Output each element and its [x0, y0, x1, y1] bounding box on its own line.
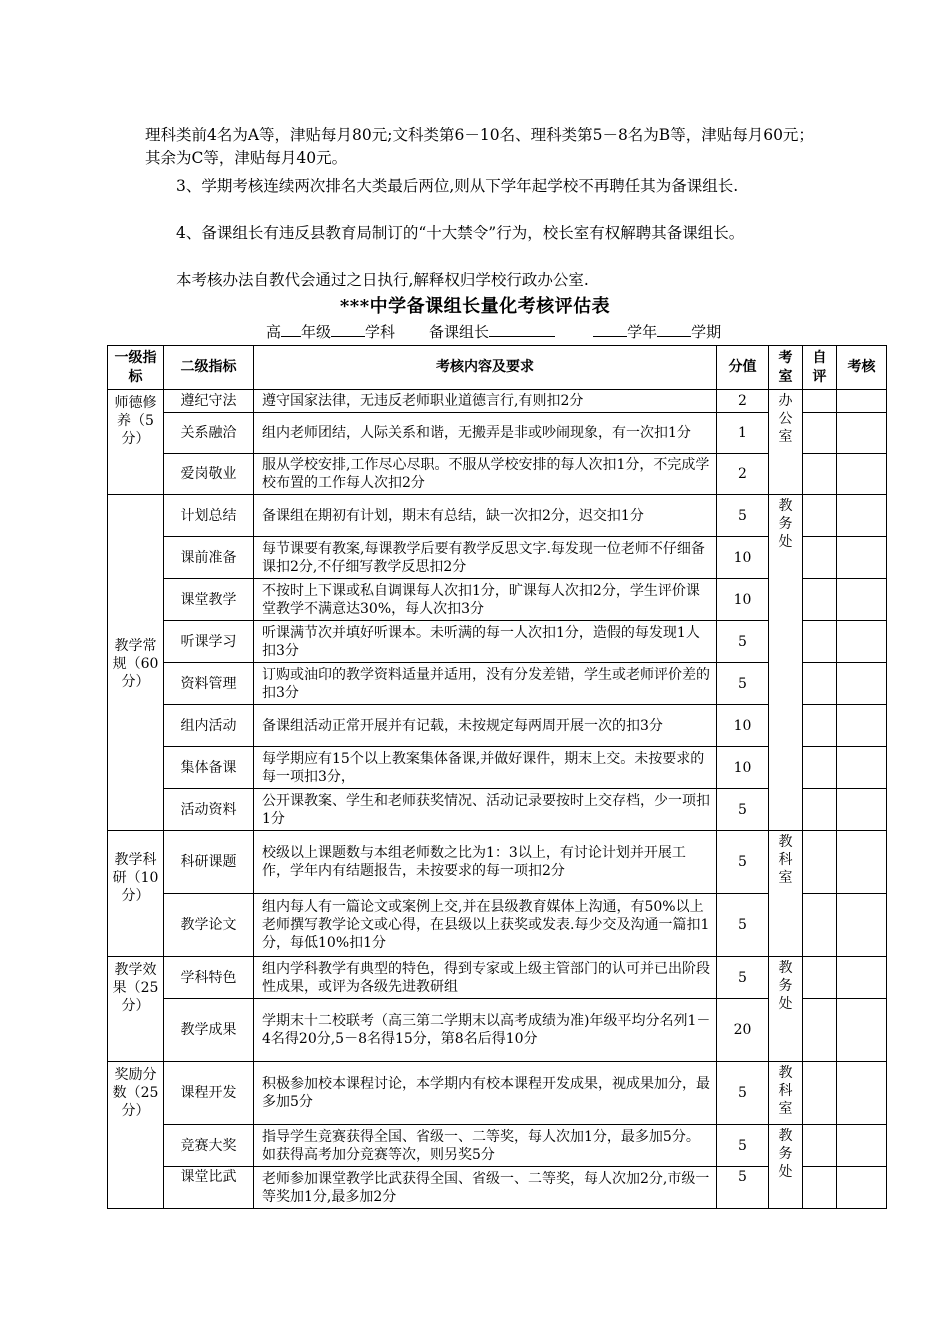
self-eval-cell[interactable] — [803, 413, 837, 454]
page-title: ***中学备课组长量化考核评估表 — [339, 296, 611, 317]
indicator-score: 10 — [717, 747, 769, 789]
indicator-score: 2 — [717, 454, 769, 495]
table-row — [108, 1125, 887, 1167]
indicator-score: 5 — [717, 894, 769, 957]
self-eval-cell[interactable] — [803, 454, 837, 495]
table-row — [108, 1062, 887, 1125]
year-blank — [593, 322, 627, 337]
indicator-content: 组内每人有一篇论文或案例上交,并在县级教育媒体上沟通，有50%以上老师撰写教学论文或心得，在县级以上获奖或发表.每少交及沟通一篇扣1分，每低10%扣1分 — [254, 894, 717, 957]
header-content: 考核内容及要求 — [254, 346, 717, 390]
header-level1: 一级指标 — [108, 346, 164, 390]
assess-cell[interactable] — [837, 1125, 887, 1167]
indicator-name: 教学成果 — [164, 999, 254, 1062]
table-row — [108, 390, 887, 413]
table-row — [108, 831, 887, 894]
indicator-content: 听课满节次并填好听课本。未听满的每一人次扣1分，造假的每发现1人扣3分 — [254, 621, 717, 663]
table-header-row — [108, 346, 887, 390]
self-eval-cell[interactable] — [803, 705, 837, 747]
indicator-content: 老师参加课堂教学比武获得全国、省级一、二等奖，每人次加2分,市级一等奖加1分,最多加2分 — [254, 1167, 717, 1209]
indicator-score: 10 — [717, 579, 769, 621]
subject-label: 学科 — [365, 323, 396, 341]
indicator-name: 课前准备 — [164, 537, 254, 579]
self-eval-cell[interactable] — [803, 999, 837, 1062]
dept-cell: 教务处 — [769, 957, 803, 1062]
group-cell: 教学效果（25分） — [108, 957, 164, 1062]
self-eval-cell[interactable] — [803, 621, 837, 663]
paragraph-rule-4: 4、备课组长有违反县教育局制订的“十大禁令”行为，校长室有权解聘其备课组长。 — [176, 224, 745, 242]
term-blank — [657, 322, 691, 337]
assess-cell[interactable] — [837, 390, 887, 413]
indicator-content: 备课组活动正常开展并有记载，未按规定每两周开展一次的扣3分 — [254, 705, 717, 747]
self-eval-cell[interactable] — [803, 747, 837, 789]
indicator-content: 学期末十二校联考（高三第二学期末以高考成绩为准)年级平均分名列1－4名得20分,5－8名得15分，第8名后得10分 — [254, 999, 717, 1062]
indicator-content: 不按时上下课或私自调课每人次扣1分，旷课每人次扣2分，学生评价课堂教学不满意达30%，每人次扣3分 — [254, 579, 717, 621]
indicator-score: 5 — [717, 1125, 769, 1167]
group-cell: 教学常规（60分） — [108, 495, 164, 831]
indicator-name: 集体备课 — [164, 747, 254, 789]
indicator-score: 5 — [717, 1062, 769, 1125]
assess-cell[interactable] — [837, 621, 887, 663]
indicator-name: 资料管理 — [164, 663, 254, 705]
group-cell: 师德修养（5分） — [108, 390, 164, 495]
indicator-content: 每节课要有教案,每课教学后要有教学反思文字.每发现一位老师不仔细备课扣2分,不仔细写教学反思扣2分 — [254, 537, 717, 579]
header-score: 分值 — [717, 346, 769, 390]
indicator-name: 课堂教学 — [164, 579, 254, 621]
self-eval-cell[interactable] — [803, 390, 837, 413]
assess-cell[interactable] — [837, 537, 887, 579]
grade-prefix: 高 — [266, 323, 282, 341]
indicator-score: 5 — [717, 1167, 769, 1209]
assess-cell[interactable] — [837, 495, 887, 537]
indicator-score: 5 — [717, 957, 769, 999]
indicator-name: 教学论文 — [164, 894, 254, 957]
indicator-content: 备课组在期初有计划，期末有总结，缺一次扣2分，迟交扣1分 — [254, 495, 717, 537]
indicator-name: 爱岗敬业 — [164, 454, 254, 495]
indicator-name: 计划总结 — [164, 495, 254, 537]
indicator-score: 5 — [717, 663, 769, 705]
indicator-name: 科研课题 — [164, 831, 254, 894]
indicator-content: 组内老师团结，人际关系和谐，无搬弄是非或吵闹现象，有一次扣1分 — [254, 413, 717, 454]
dept-cell: 办公室 — [769, 390, 803, 495]
group-cell: 教学科研（10分） — [108, 831, 164, 957]
indicator-name: 学科特色 — [164, 957, 254, 999]
indicator-name: 竞赛大奖 — [164, 1125, 254, 1167]
dept-cell: 教科室 — [769, 831, 803, 957]
indicator-score: 5 — [717, 495, 769, 537]
paragraph-rule-3: 3、学期考核连续两次排名大类最后两位,则从下学年起学校不再聘任其为备课组长. — [176, 177, 739, 195]
assess-cell[interactable] — [837, 894, 887, 957]
indicator-score: 10 — [717, 705, 769, 747]
indicator-name: 活动资料 — [164, 789, 254, 831]
assess-cell[interactable] — [837, 1167, 887, 1209]
header-level2: 二级指标 — [164, 346, 254, 390]
paragraph-effective-date: 本考核办法自教代会通过之日执行,解释权归学校行政办公室. — [176, 271, 589, 289]
self-eval-cell[interactable] — [803, 1125, 837, 1167]
self-eval-cell[interactable] — [803, 957, 837, 999]
indicator-score: 10 — [717, 537, 769, 579]
group-cell: 奖励分数（25分） — [108, 1062, 164, 1209]
indicator-score: 5 — [717, 789, 769, 831]
assess-cell[interactable] — [837, 789, 887, 831]
indicator-score: 1 — [717, 413, 769, 454]
indicator-score: 20 — [717, 999, 769, 1062]
indicator-score: 5 — [717, 831, 769, 894]
self-eval-cell[interactable] — [803, 894, 837, 957]
self-eval-cell[interactable] — [803, 495, 837, 537]
dept-cell: 教务处 — [769, 495, 803, 831]
dept-cell: 教务处 — [769, 1125, 803, 1209]
indicator-content: 组内学科教学有典型的特色，得到专家或上级主管部门的认可并已出阶段性成果，或评为各级先进教研组 — [254, 957, 717, 999]
header-self-eval: 自评 — [803, 346, 837, 390]
leader-blank — [489, 322, 555, 337]
assess-cell[interactable] — [837, 413, 887, 454]
assess-cell[interactable] — [837, 579, 887, 621]
self-eval-cell[interactable] — [803, 1062, 837, 1125]
indicator-content: 服从学校安排,工作尽心尽职。不服从学校安排的每人次扣1分，不完成学校布置的工作每人次扣2分 — [254, 454, 717, 495]
self-eval-cell[interactable] — [803, 663, 837, 705]
indicator-content: 每学期应有15个以上教案集体备课,并做好课件，期末上交。未按要求的每一项扣3分， — [254, 747, 717, 789]
paragraph-grade-allowance: 理科类前4名为A等，津贴每月80元;文科类第6－10名、理科类第5－8名为B等，津贴每月60元；其余为C等，津贴每月40元。 — [145, 126, 814, 167]
assess-cell[interactable] — [837, 747, 887, 789]
table-row — [108, 495, 887, 537]
subject-blank — [331, 322, 365, 337]
indicator-name: 听课学习 — [164, 621, 254, 663]
self-eval-cell[interactable] — [803, 789, 837, 831]
indicator-name: 组内活动 — [164, 705, 254, 747]
indicator-name: 课堂比武 — [164, 1167, 254, 1209]
self-eval-cell[interactable] — [803, 1167, 837, 1209]
assess-cell[interactable] — [837, 705, 887, 747]
indicator-score: 2 — [717, 390, 769, 413]
indicator-content: 指导学生竞赛获得全国、省级一、二等奖，每人次加1分，最多加5分。如获得高考加分竞赛等次，则另奖5分 — [254, 1125, 717, 1167]
header-assess: 考核 — [837, 346, 887, 390]
year-label: 学年 — [627, 323, 658, 341]
evaluation-table — [107, 345, 887, 1209]
grade-label: 年级 — [301, 323, 332, 341]
assess-cell[interactable] — [837, 1062, 887, 1125]
form-header-line — [266, 321, 721, 342]
indicator-name: 课程开发 — [164, 1062, 254, 1125]
self-eval-cell[interactable] — [803, 579, 837, 621]
header-dept: 考室 — [769, 346, 803, 390]
indicator-content: 遵守国家法律，无违反老师职业道德言行,有则扣2分 — [254, 390, 717, 413]
table-row — [108, 957, 887, 999]
indicator-name: 遵纪守法 — [164, 390, 254, 413]
term-label: 学期 — [691, 323, 722, 341]
assess-cell[interactable] — [837, 999, 887, 1062]
indicator-content: 订购或油印的教学资料适量并适用，没有分发差错，学生或老师评价差的扣3分 — [254, 663, 717, 705]
leader-label: 备课组长 — [429, 323, 490, 341]
self-eval-cell[interactable] — [803, 537, 837, 579]
assess-cell[interactable] — [837, 831, 887, 894]
grade-blank — [281, 322, 301, 337]
assess-cell[interactable] — [837, 663, 887, 705]
indicator-content: 积极参加校本课程讨论，本学期内有校本课程开发成果，视成果加分，最多加5分 — [254, 1062, 717, 1125]
self-eval-cell[interactable] — [803, 831, 837, 894]
indicator-content: 校级以上课题数与本组老师数之比为1：3以上，有讨论计划并开展工作，学年内有结题报告，未按要求的每一项扣2分 — [254, 831, 717, 894]
indicator-content: 公开课教案、学生和老师获奖情况、活动记录要按时上交存档，少一项扣1分 — [254, 789, 717, 831]
dept-cell: 教科室 — [769, 1062, 803, 1125]
indicator-score: 5 — [717, 621, 769, 663]
indicator-name: 关系融洽 — [164, 413, 254, 454]
assess-cell[interactable] — [837, 454, 887, 495]
assess-cell[interactable] — [837, 957, 887, 999]
